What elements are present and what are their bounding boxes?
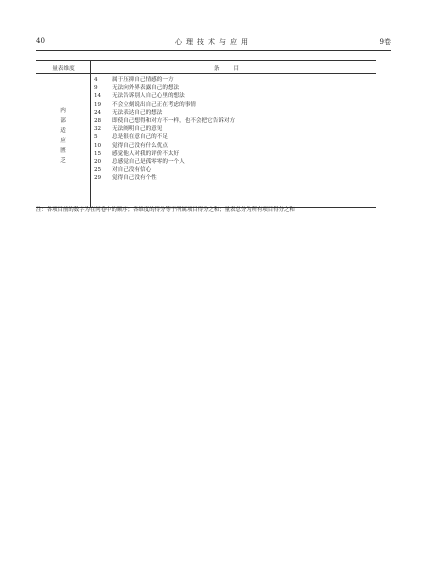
journal-title: 心理技术与应用 <box>175 38 252 46</box>
scale-table <box>36 60 376 208</box>
item-number: 14 <box>94 93 102 100</box>
dimension-name-char: 匮 <box>60 148 66 154</box>
table-row <box>94 84 235 92</box>
item-number: 9 <box>94 85 98 92</box>
table-row <box>94 76 235 84</box>
item-text: 不会立刻说出自己正在考虑的事情 <box>112 101 196 108</box>
item-text: 对自己没有信心 <box>112 167 152 174</box>
item-number: 28 <box>94 117 102 124</box>
item-number: 20 <box>94 158 102 165</box>
volume-label: 9卷 <box>379 38 391 46</box>
table-row <box>94 101 235 109</box>
item-number: 24 <box>94 109 102 116</box>
item-number: 19 <box>94 101 102 108</box>
page-number: 40 <box>36 37 45 45</box>
item-text: 感觉他人对我的评价不太好 <box>112 150 180 157</box>
dimension-name-char: 乏 <box>60 158 66 164</box>
item-number: 4 <box>94 77 98 83</box>
item-number: 15 <box>94 150 102 157</box>
item-text: 无法阐明自己的意见 <box>112 126 163 133</box>
column-divider <box>90 61 91 73</box>
dimension-name-char: 内 <box>60 108 66 114</box>
item-number: 32 <box>94 126 102 133</box>
table-note: 注：各项目前的数字为在问卷中的顺序；各维度的得分等于所属项目得分之和；量表总分为所有项目得分之和 <box>36 207 295 213</box>
table-row <box>94 133 235 141</box>
item-text: 无法表达自己的想法 <box>112 109 163 116</box>
table-row <box>94 158 235 166</box>
table-row <box>94 174 235 182</box>
table-row <box>94 150 235 158</box>
item-number: 29 <box>94 175 102 182</box>
dimension-cell <box>36 74 90 207</box>
item-text: 总感觉自己是孤零零的一个人 <box>112 158 185 165</box>
table-row <box>94 117 235 125</box>
table-row <box>94 166 235 174</box>
column-header-items: 条目 <box>213 66 254 72</box>
table-body <box>36 74 376 208</box>
table-row <box>94 142 235 150</box>
dimension-name-char: 部 <box>60 118 66 124</box>
table-row <box>94 125 235 133</box>
item-text: 觉得自己没有个性 <box>112 175 157 182</box>
table-row <box>94 92 235 100</box>
running-header <box>36 37 391 49</box>
column-header-dimension: 量表维度 <box>52 66 75 72</box>
dimension-name <box>36 106 90 166</box>
item-text: 属于压抑自己情感的一方 <box>112 77 174 83</box>
item-number: 25 <box>94 167 102 174</box>
header-rule <box>36 50 391 51</box>
table-header <box>36 60 376 74</box>
dimension-name-char: 适 <box>60 128 66 134</box>
item-number: 5 <box>94 134 98 141</box>
item-text: 无法向外界表露自己的想法 <box>112 85 180 92</box>
item-text: 总是很在意自己的不足 <box>112 134 168 141</box>
item-text: 即使自己想得和对方不一样，也不会把它告诉对方 <box>112 117 236 124</box>
table-row <box>94 109 235 117</box>
item-list <box>94 76 235 182</box>
item-text: 无法告诉别人自己心里的想法 <box>112 93 185 100</box>
item-number: 10 <box>94 142 102 149</box>
item-text: 觉得自己没有什么优点 <box>112 142 168 149</box>
column-divider <box>90 74 91 207</box>
dimension-name-char: 应 <box>60 138 66 144</box>
